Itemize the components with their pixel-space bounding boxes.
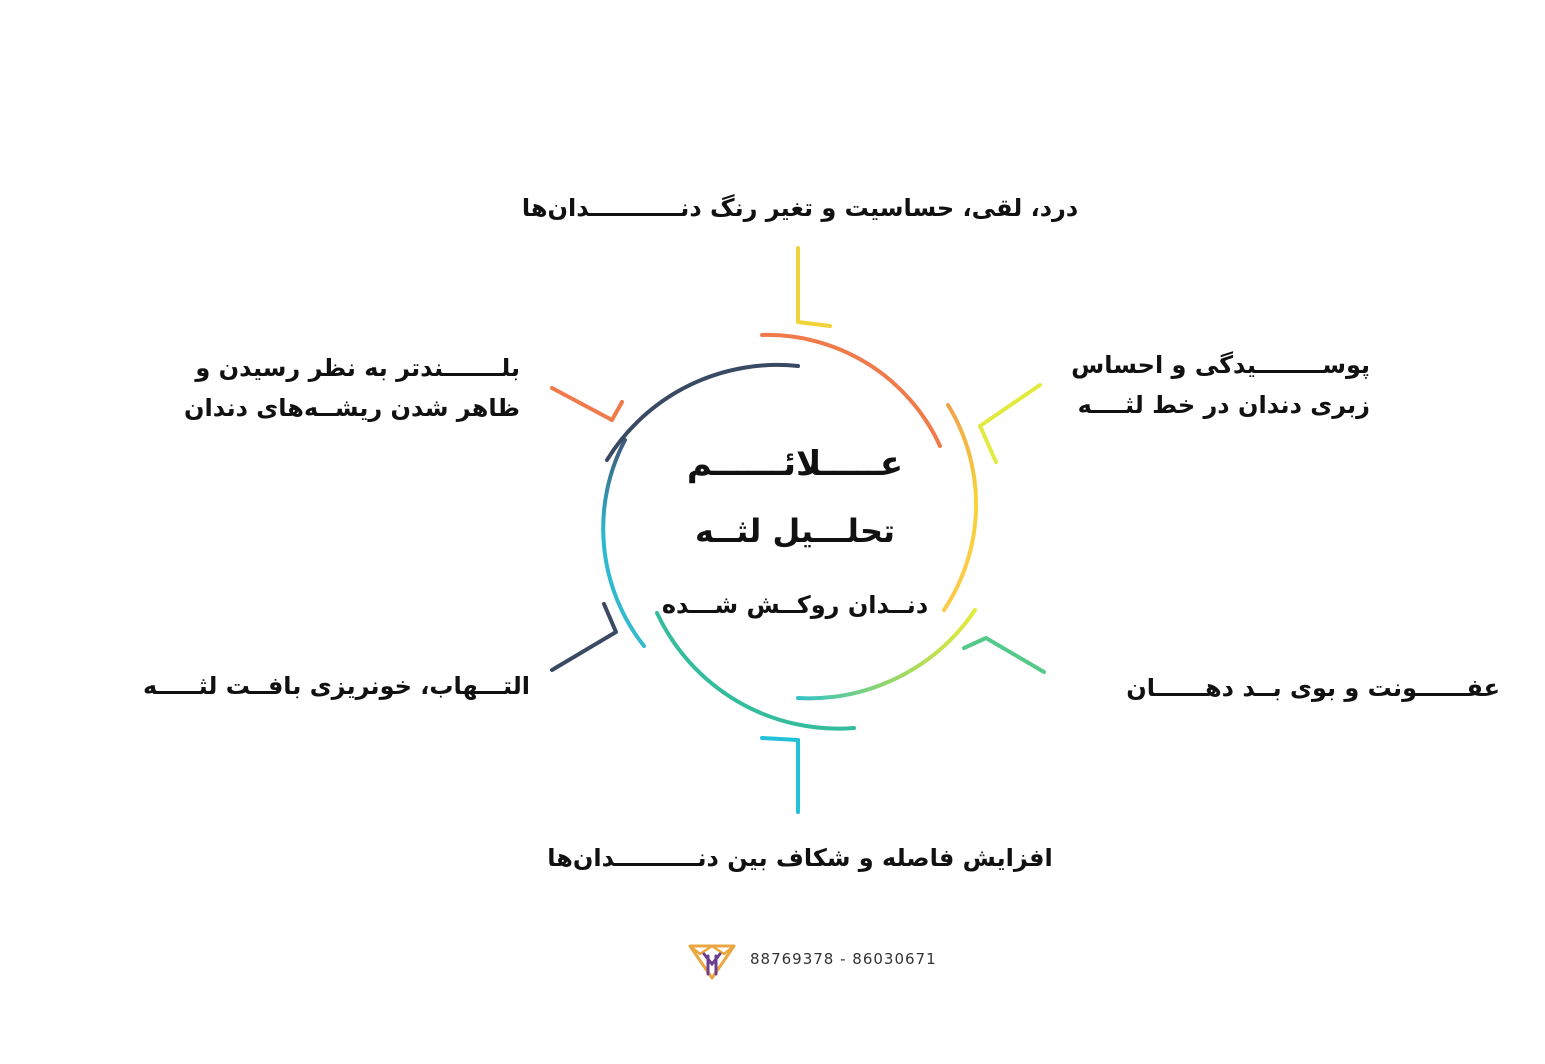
center-title-line1: عـــــلائــــــم xyxy=(686,444,904,484)
connector-top-left xyxy=(552,388,622,420)
connector-top-right xyxy=(980,385,1040,462)
symptom-label-bottom: افزایش فاصله و شکاف بین دنــــــــــدان‌ها xyxy=(547,844,1053,872)
center-title-line2: تحلـــیل لثــه xyxy=(694,512,896,550)
symptom-label-top-left-line2: ظاهر شدن ریشــه‌های دندان xyxy=(184,394,520,422)
symptom-label-top-right-line2: زبری دندان در خط لثــــه xyxy=(1077,391,1370,419)
symptom-label-top-left-line1: بلـــــــندتر به نظر رسیدن و xyxy=(195,354,520,382)
connector-bottom-left xyxy=(552,604,616,670)
connector-bottom-right xyxy=(964,638,1044,672)
symptom-label-top-right xyxy=(1040,345,1370,425)
ring-arc-bottom-left xyxy=(657,613,854,729)
ring-arc-orange xyxy=(762,335,940,446)
diamond-logo-icon xyxy=(684,940,740,980)
connector-top xyxy=(798,248,830,326)
footer-phone-numbers: 88769378 - 86030671 xyxy=(750,950,937,968)
symptom-label-top-right-line1: پوســــــــیدگی و احساس xyxy=(1071,351,1370,379)
footer xyxy=(680,938,980,982)
symptom-label-bottom-right: عفــــــونت و بوی بــد دهــــــان xyxy=(1126,674,1500,702)
connector-bottom xyxy=(762,738,798,812)
symptom-label-top: درد، لقی، حساسیت و تغیر رنگ دنـــــــــــدان‌ها xyxy=(521,194,1079,222)
symptom-label-bottom-left: التـــهاب، خونریزی بافــت لثـــــه xyxy=(143,672,530,700)
symptom-label-top-left xyxy=(180,348,520,428)
center-subtitle: دنــدان روکــش شـــده xyxy=(661,591,929,619)
